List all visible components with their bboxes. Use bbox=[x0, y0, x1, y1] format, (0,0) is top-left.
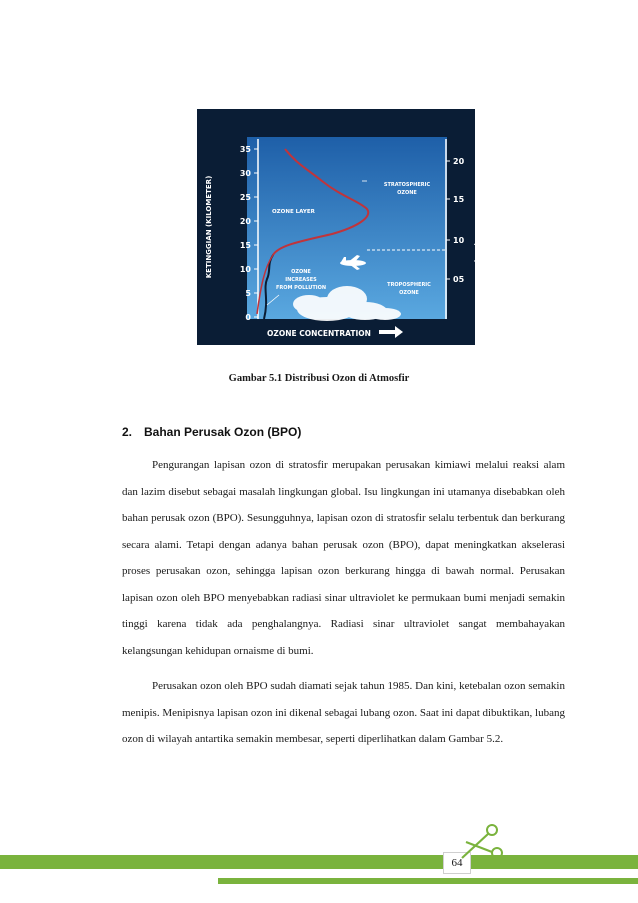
left-tick-10: 10 bbox=[239, 265, 251, 274]
pollution-label-3: FROM POLLUTION bbox=[275, 285, 327, 291]
stratospheric-label-2: OZONE bbox=[397, 190, 417, 196]
left-tick-30: 30 bbox=[239, 169, 251, 178]
paragraph-2: Perusakan ozon oleh BPO sudah diamati sejak tahun 1985. Dan kini, ketebalan ozon semakin menipis. Menipisnya lapisan ozon ini dikenal sebagai lubang ozon. Saat ini dapat dibuktikan, lubang ozon di wilayah antartika semakin membesar, seperti diperlihatkan dalam Gambar 5.2. bbox=[122, 680, 565, 745]
y-left-title: KETINGGIAN (KILOMETER) bbox=[205, 175, 213, 279]
ozone-layer-label: OZONE LAYER bbox=[272, 209, 315, 215]
ozone-diagram bbox=[197, 109, 481, 345]
left-tick-15: 15 bbox=[239, 241, 251, 250]
tropospheric-label-2: OZONE bbox=[399, 290, 419, 296]
arrow-right-icon bbox=[379, 326, 403, 338]
ozone-distribution-figure bbox=[197, 109, 481, 345]
tropospheric-label-1: TROPOSPHERIC bbox=[387, 282, 431, 288]
y-right-title: KETINGGIAN (MIL) bbox=[473, 191, 481, 263]
right-tick-10: 10 bbox=[453, 236, 465, 245]
pollution-label-2: INCREASES bbox=[285, 277, 317, 283]
right-tick-15: 15 bbox=[453, 195, 465, 204]
footer-bar bbox=[0, 855, 638, 869]
left-tick-25: 25 bbox=[239, 193, 251, 202]
left-tick-0: 0 bbox=[245, 313, 251, 322]
figure-caption: Gambar 5.1 Distribusi Ozon di Atmosfir bbox=[228, 373, 410, 384]
left-tick-5: 5 bbox=[245, 289, 251, 298]
right-tick-20: 20 bbox=[453, 157, 465, 166]
footer-bar-lower bbox=[218, 878, 638, 884]
pollution-label-1: OZONE bbox=[291, 269, 311, 275]
section-title: Bahan Perusak Ozon (BPO) bbox=[144, 425, 302, 439]
section-number: 2. bbox=[122, 425, 133, 439]
section-heading bbox=[122, 425, 301, 439]
left-tick-35: 35 bbox=[239, 145, 251, 154]
x-axis-title: OZONE CONCENTRATION bbox=[267, 329, 371, 338]
right-tick-05: 05 bbox=[453, 275, 465, 284]
page-number: 64 bbox=[443, 852, 471, 874]
paragraph-1: Pengurangan lapisan ozon di stratosfir merupakan perusakan kimiawi melalui reaksi alam dan lazim disebut sebagai masalah lingkungan global. Isu lingkungan ini utamanya disebabkan oleh bahan perusak ozon (BPO). Sesungguhnya, lapisan ozon di stratosfir selalu terbentuk dan berkurang secara alami. Tetapi dengan adanya bahan perusak ozon (BPO), dapat meningkatkan akselerasi proses perusakan ozon, sehingga lapisan ozon berkurang hingga di bawah normal. Perusakan lapisan ozon oleh BPO menyebabkan radiasi sinar ultraviolet ke permukaan bumi menjadi semakin tinggi karena tidak ada penghalangnya. Radiasi sinar ultraviolet sangat membahayakan kelangsungan kehidupan ornaisme di bumi. bbox=[122, 459, 565, 657]
scissors-icon bbox=[458, 822, 504, 862]
stratospheric-label-1: STRATOSPHERIC bbox=[383, 182, 431, 188]
left-tick-20: 20 bbox=[239, 217, 251, 226]
